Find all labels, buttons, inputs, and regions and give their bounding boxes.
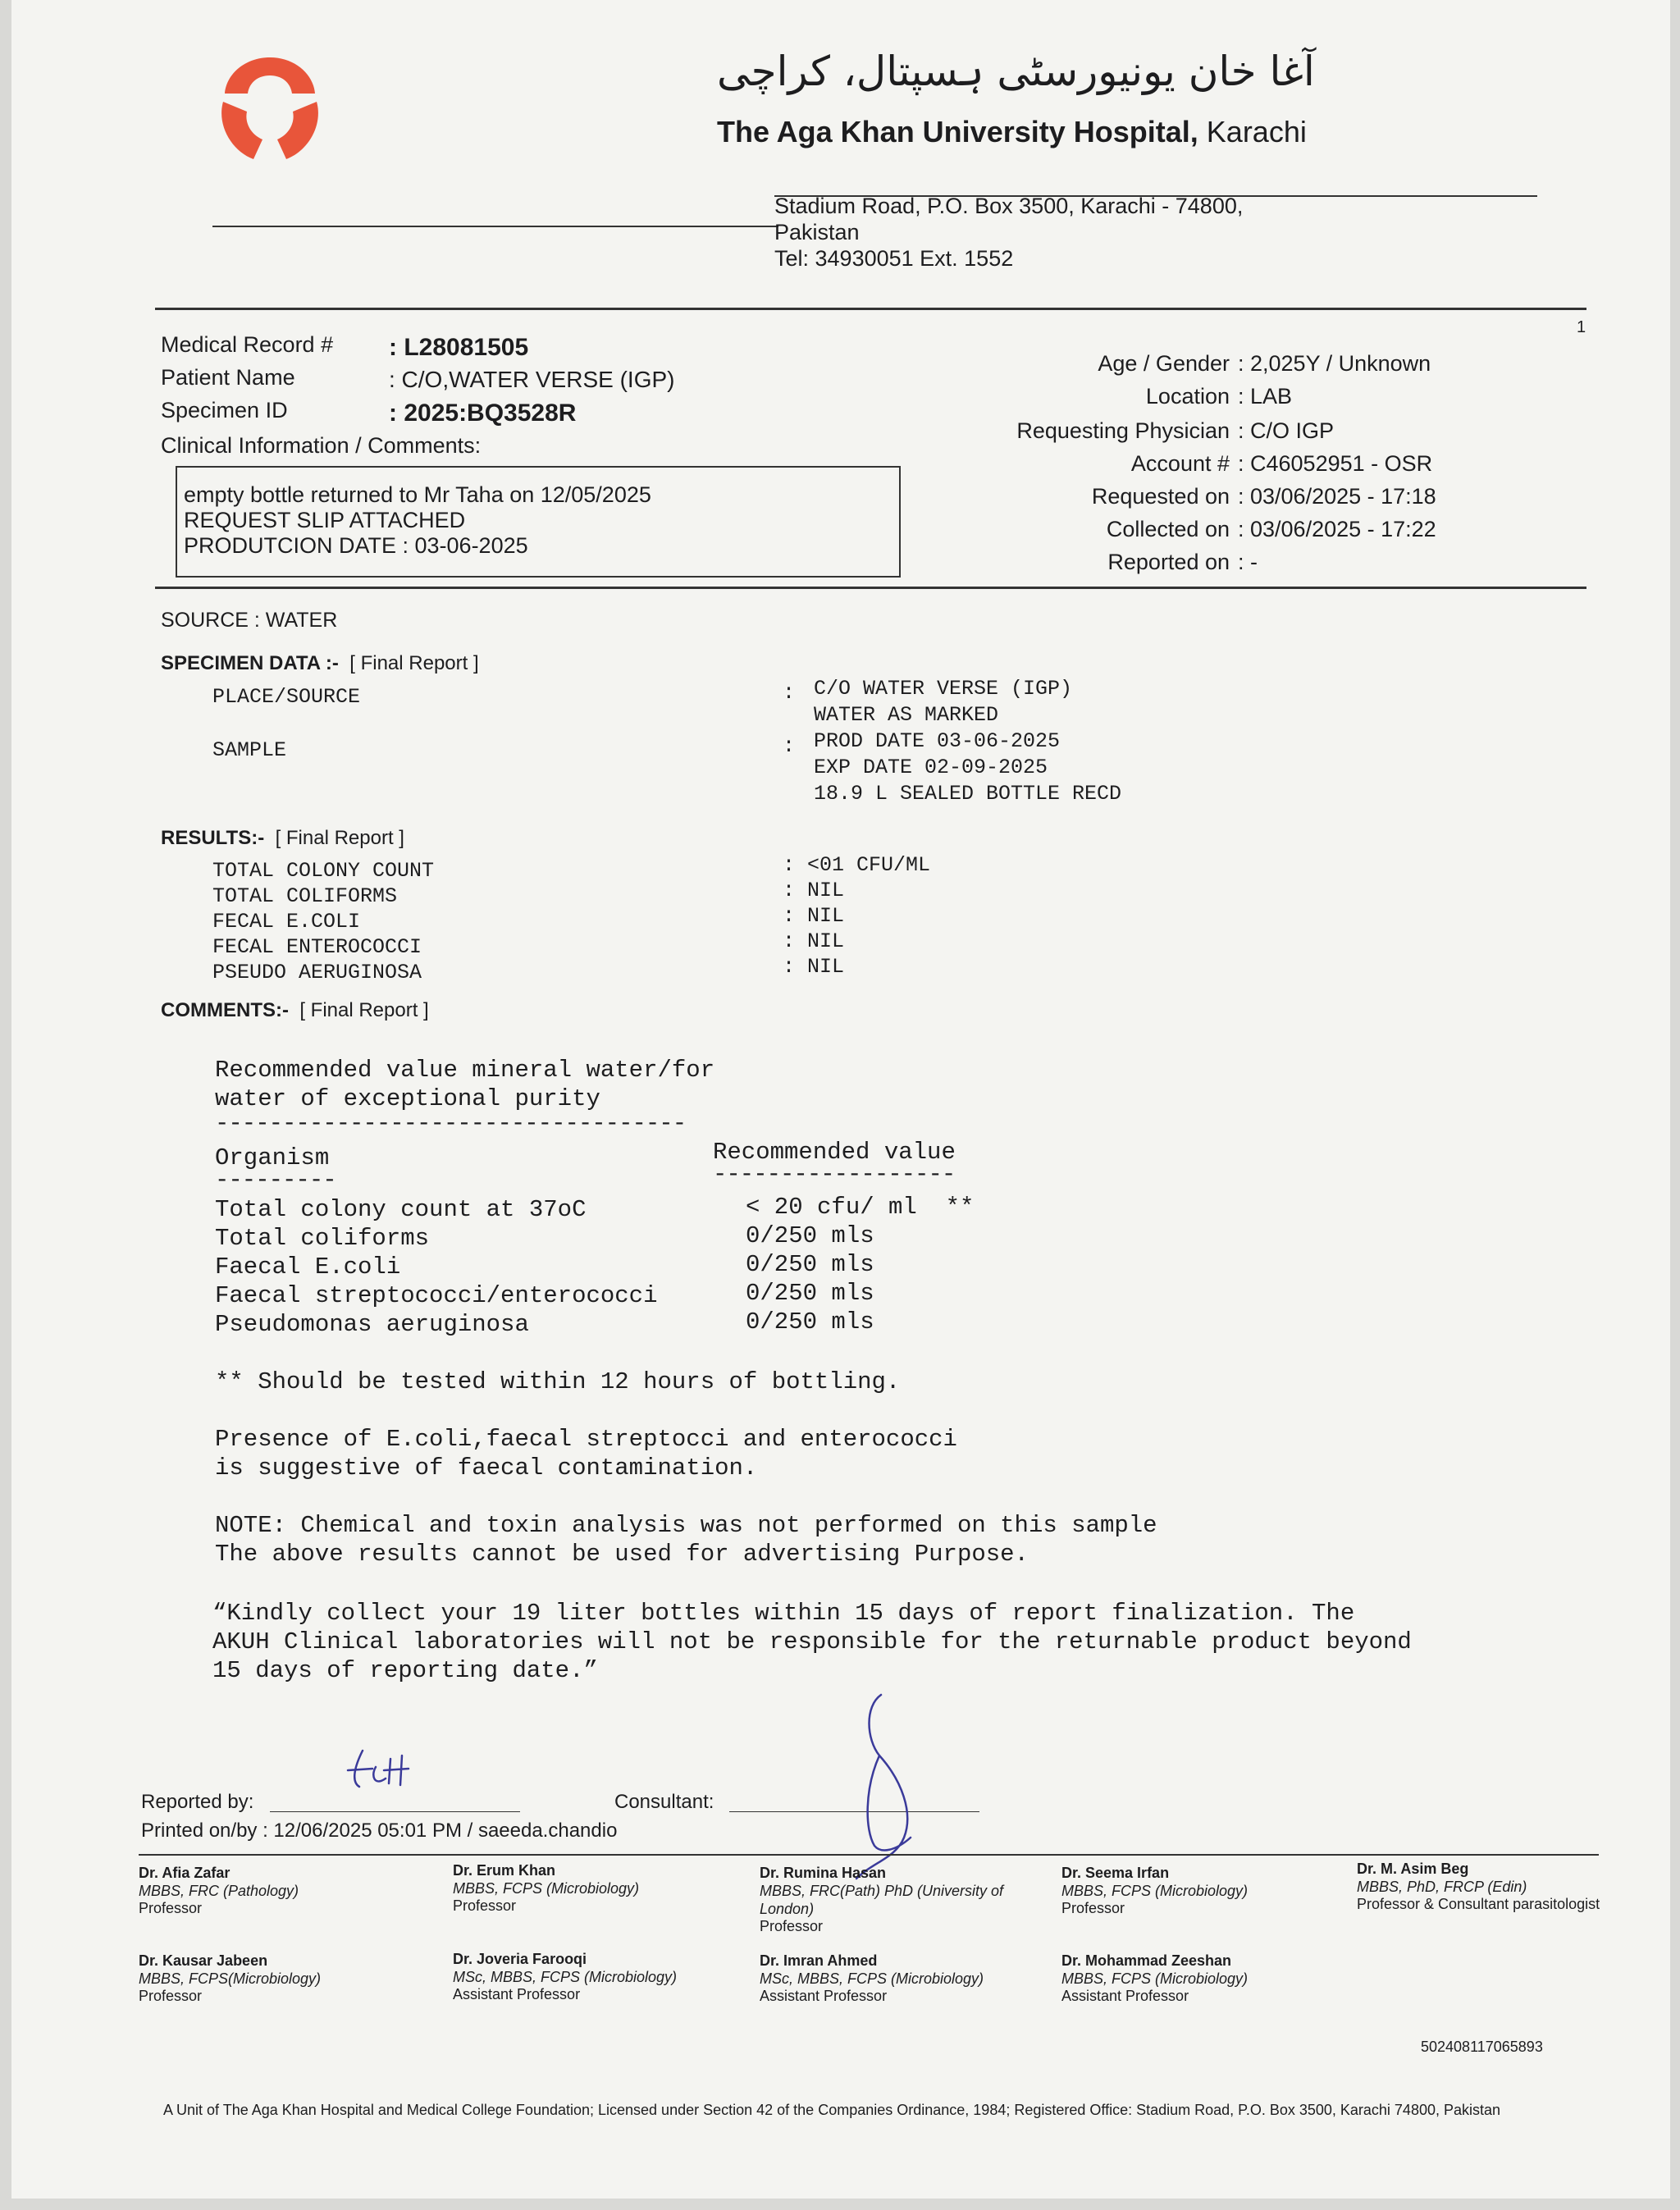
location-label: Location xyxy=(1145,384,1230,409)
signature-rule xyxy=(139,1854,1599,1856)
location-value: : LAB xyxy=(1238,384,1293,409)
result-value: : NIL xyxy=(783,904,845,928)
organism-value: 0/250 mls xyxy=(746,1251,874,1278)
lab-report-page xyxy=(11,0,1670,2199)
doctor-name: Dr. Imran Ahmed xyxy=(760,1952,878,1969)
doctor-name: Dr. Afia Zafar xyxy=(139,1865,231,1881)
collect-line-3: 15 days of reporting date.” xyxy=(212,1657,598,1684)
page-number: 1 xyxy=(1577,318,1586,336)
specimen-status: [ Final Report ] xyxy=(349,652,479,674)
doctor-card xyxy=(139,1952,409,2005)
akuh-logo-icon xyxy=(208,51,331,166)
place-source-label: PLACE/SOURCE xyxy=(212,685,361,709)
doctor-card xyxy=(139,1865,409,1917)
result-value: : NIL xyxy=(783,929,845,953)
requested-label: Requested on xyxy=(1091,484,1230,509)
reported-by-signature xyxy=(340,1746,430,1795)
patient-name-label: Patient Name xyxy=(161,365,295,390)
footer-registration: A Unit of The Aga Khan Hospital and Medical College Foundation; Licensed under Section 42 of the Companies Ordinance, 1984; Registered Office: Stadium Road, P.O. Box 3500, Karachi 74800, Pakistan xyxy=(163,2102,1501,2118)
hospital-urdu-name: آغا خان یونیورسٹی ہسپتال، کراچی xyxy=(717,48,1315,95)
age-gender-value: : 2,025Y / Unknown xyxy=(1238,351,1431,376)
doctor-card xyxy=(1061,1865,1332,1917)
doctor-role: Professor xyxy=(1061,1900,1125,1916)
clinical-line: REQUEST SLIP ATTACHED xyxy=(184,508,466,532)
section-rule-top xyxy=(155,308,1586,310)
doctor-qualification: MSc, MBBS, FCPS (Microbiology) xyxy=(453,1969,678,1985)
recommended-dash: ------------------ xyxy=(713,1161,956,1188)
result-value: : NIL xyxy=(783,955,845,979)
doctor-card xyxy=(453,1862,724,1915)
doctor-qualification: MBBS, FRC (Pathology) xyxy=(139,1883,299,1899)
organism-name: Faecal E.coli xyxy=(215,1253,401,1281)
reported-by-label: Reported by: xyxy=(141,1791,254,1813)
specimen-data-heading xyxy=(161,652,479,675)
printed-on-by: Printed on/by : 12/06/2025 05:01 PM / saeeda.chandio xyxy=(141,1820,618,1842)
doctor-name: Dr. Seema Irfan xyxy=(1061,1865,1170,1881)
specimen-line: WATER AS MARKED xyxy=(814,703,999,727)
doctor-role: Professor xyxy=(760,1918,824,1934)
doctor-card xyxy=(1357,1861,1660,1913)
clinical-info-label: Clinical Information / Comments: xyxy=(161,433,482,458)
barcode-number: 502408117065893 xyxy=(1421,2039,1543,2055)
organism-value: 0/250 mls xyxy=(746,1222,874,1249)
result-value: : NIL xyxy=(783,879,845,902)
doctor-role: Professor xyxy=(139,1900,203,1916)
organism-dash: --------- xyxy=(215,1167,336,1194)
collected-label: Collected on xyxy=(1106,517,1230,541)
results-heading-text: RESULTS:- xyxy=(161,827,265,849)
organism-value: 0/250 mls xyxy=(746,1280,874,1307)
account-value: : C46052951 - OSR xyxy=(1238,451,1433,476)
doctor-card xyxy=(1061,1952,1332,2005)
collected-value: : 03/06/2025 - 17:22 xyxy=(1238,517,1436,541)
presence-line-1: Presence of E.coli,faecal streptocci and enterococci xyxy=(215,1426,957,1453)
hospital-name xyxy=(717,115,1307,149)
reported-by-line xyxy=(270,1811,520,1812)
physician-value: : C/O IGP xyxy=(1238,418,1335,443)
clinical-line: empty bottle returned to Mr Taha on 12/05/2025 xyxy=(184,482,651,507)
doctor-qualification: MBBS, FCPS (Microbiology) xyxy=(453,1880,640,1897)
address-line-1: Stadium Road, P.O. Box 3500, Karachi - 74800, xyxy=(774,194,1244,218)
specimen-line: C/O WATER VERSE (IGP) xyxy=(814,677,1073,701)
results-status: [ Final Report ] xyxy=(275,827,404,849)
doctor-name: Dr. Mohammad Zeeshan xyxy=(1061,1952,1232,1969)
specimen-id-label: Specimen ID xyxy=(161,398,288,422)
clinical-line: PRODUTCION DATE : 03-06-2025 xyxy=(184,533,528,558)
source-line: SOURCE : WATER xyxy=(161,609,338,632)
presence-line-2: is suggestive of faecal contamination. xyxy=(215,1454,758,1482)
doctor-card xyxy=(453,1951,724,2003)
doctor-qualification: MBBS, PhD, FRCP (Edin) xyxy=(1357,1879,1527,1895)
doctor-name: Dr. Kausar Jabeen xyxy=(139,1952,268,1969)
account-label: Account # xyxy=(1130,451,1230,476)
doctor-card xyxy=(760,1865,1030,1935)
specimen-line: 18.9 L SEALED BOTTLE RECD xyxy=(814,782,1122,806)
note-line-2: The above results cannot be used for advertising Purpose. xyxy=(215,1541,1029,1568)
doctor-name: Dr. Joveria Farooqi xyxy=(453,1951,587,1967)
hospital-city: Karachi xyxy=(1198,115,1307,148)
requested-value: : 03/06/2025 - 17:18 xyxy=(1238,484,1436,509)
comments-dash: ----------------------------------- xyxy=(215,1110,687,1137)
comments-intro-1: Recommended value mineral water/for xyxy=(215,1057,715,1084)
doctor-role: Professor & Consultant parasitologist xyxy=(1357,1896,1600,1912)
note-line-1: NOTE: Chemical and toxin analysis was not performed on this sample xyxy=(215,1512,1157,1539)
address-line-3: Tel: 34930051 Ext. 1552 xyxy=(774,246,1014,271)
reported-label: Reported on xyxy=(1107,550,1230,574)
recommended-column-header: Recommended value xyxy=(713,1139,956,1166)
organism-value: < 20 cfu/ ml ** xyxy=(746,1194,975,1221)
comments-status: [ Final Report ] xyxy=(299,999,429,1021)
specimen-colon: : xyxy=(783,681,796,705)
comments-heading-text: COMMENTS:- xyxy=(161,999,289,1021)
result-name: FECAL E.COLI xyxy=(212,910,361,934)
specimen-line: EXP DATE 02-09-2025 xyxy=(814,756,1048,779)
hospital-name-bold: The Aga Khan University Hospital, xyxy=(717,115,1198,148)
patient-name-value: : C/O,WATER VERSE (IGP) xyxy=(389,367,675,392)
result-name: FECAL ENTEROCOCCI xyxy=(212,935,422,959)
doctor-qualification: MBBS, FCPS(Microbiology) xyxy=(139,1970,322,1987)
medical-record-label: Medical Record # xyxy=(161,332,334,357)
specimen-line: PROD DATE 03-06-2025 xyxy=(814,729,1061,753)
consultant-signature xyxy=(832,1690,930,1887)
reported-value: : - xyxy=(1238,550,1258,574)
comments-heading xyxy=(161,999,429,1022)
organism-name: Pseudomonas aeruginosa xyxy=(215,1311,529,1338)
comments-intro-2: water of exceptional purity xyxy=(215,1085,600,1112)
organism-name: Total colony count at 37oC xyxy=(215,1196,587,1223)
doctor-name: Dr. Rumina Hasan xyxy=(760,1865,887,1881)
medical-record-value: : L28081505 xyxy=(389,334,529,361)
doctor-qualification: MBBS, FCPS (Microbiology) xyxy=(1061,1970,1249,1987)
organism-value: 0/250 mls xyxy=(746,1308,874,1336)
specimen-id-value: : 2025:BQ3528R xyxy=(389,400,577,427)
results-heading xyxy=(161,827,404,850)
doctor-role: Assistant Professor xyxy=(1061,1988,1189,2004)
result-name: TOTAL COLONY COUNT xyxy=(212,859,435,883)
collect-line-2: AKUH Clinical laboratories will not be responsible for the returnable product beyond xyxy=(212,1628,1412,1655)
result-name: TOTAL COLIFORMS xyxy=(212,884,398,908)
doctor-qualification: MBBS, FRC(Path) PhD (University of London) xyxy=(760,1883,1004,1917)
sample-label: SAMPLE xyxy=(212,738,287,762)
doctor-qualification: MSc, MBBS, FCPS (Microbiology) xyxy=(760,1970,984,1987)
header-rule-left xyxy=(212,226,778,227)
bottling-note: ** Should be tested within 12 hours of bottling. xyxy=(215,1368,901,1395)
specimen-heading-text: SPECIMEN DATA :- xyxy=(161,652,339,674)
result-value: : <01 CFU/ML xyxy=(783,853,931,877)
doctor-name: Dr. Erum Khan xyxy=(453,1862,556,1879)
doctor-role: Assistant Professor xyxy=(760,1988,888,2004)
organism-name: Faecal streptococci/enterococci xyxy=(215,1282,658,1309)
consultant-label: Consultant: xyxy=(614,1791,714,1813)
organism-column-header: Organism xyxy=(215,1144,330,1171)
organism-name: Total coliforms xyxy=(215,1225,430,1252)
address-line-2: Pakistan xyxy=(774,220,860,244)
clinical-comments-box xyxy=(176,466,901,578)
hospital-address xyxy=(774,193,1243,272)
doctor-role: Professor xyxy=(139,1988,203,2004)
doctor-card xyxy=(760,1952,1030,2005)
doctor-qualification: MBBS, FCPS (Microbiology) xyxy=(1061,1883,1249,1899)
doctor-role: Assistant Professor xyxy=(453,1986,581,2002)
result-name: PSEUDO AERUGINOSA xyxy=(212,961,422,984)
specimen-colon: : xyxy=(783,734,796,758)
doctor-name: Dr. M. Asim Beg xyxy=(1357,1861,1469,1877)
collect-line-1: “Kindly collect your 19 liter bottles within 15 days of report finalization. The xyxy=(212,1600,1355,1627)
doctor-role: Professor xyxy=(453,1897,517,1914)
physician-label: Requesting Physician xyxy=(1016,418,1230,443)
section-rule-mid xyxy=(155,587,1586,589)
age-gender-label: Age / Gender xyxy=(1098,351,1230,376)
